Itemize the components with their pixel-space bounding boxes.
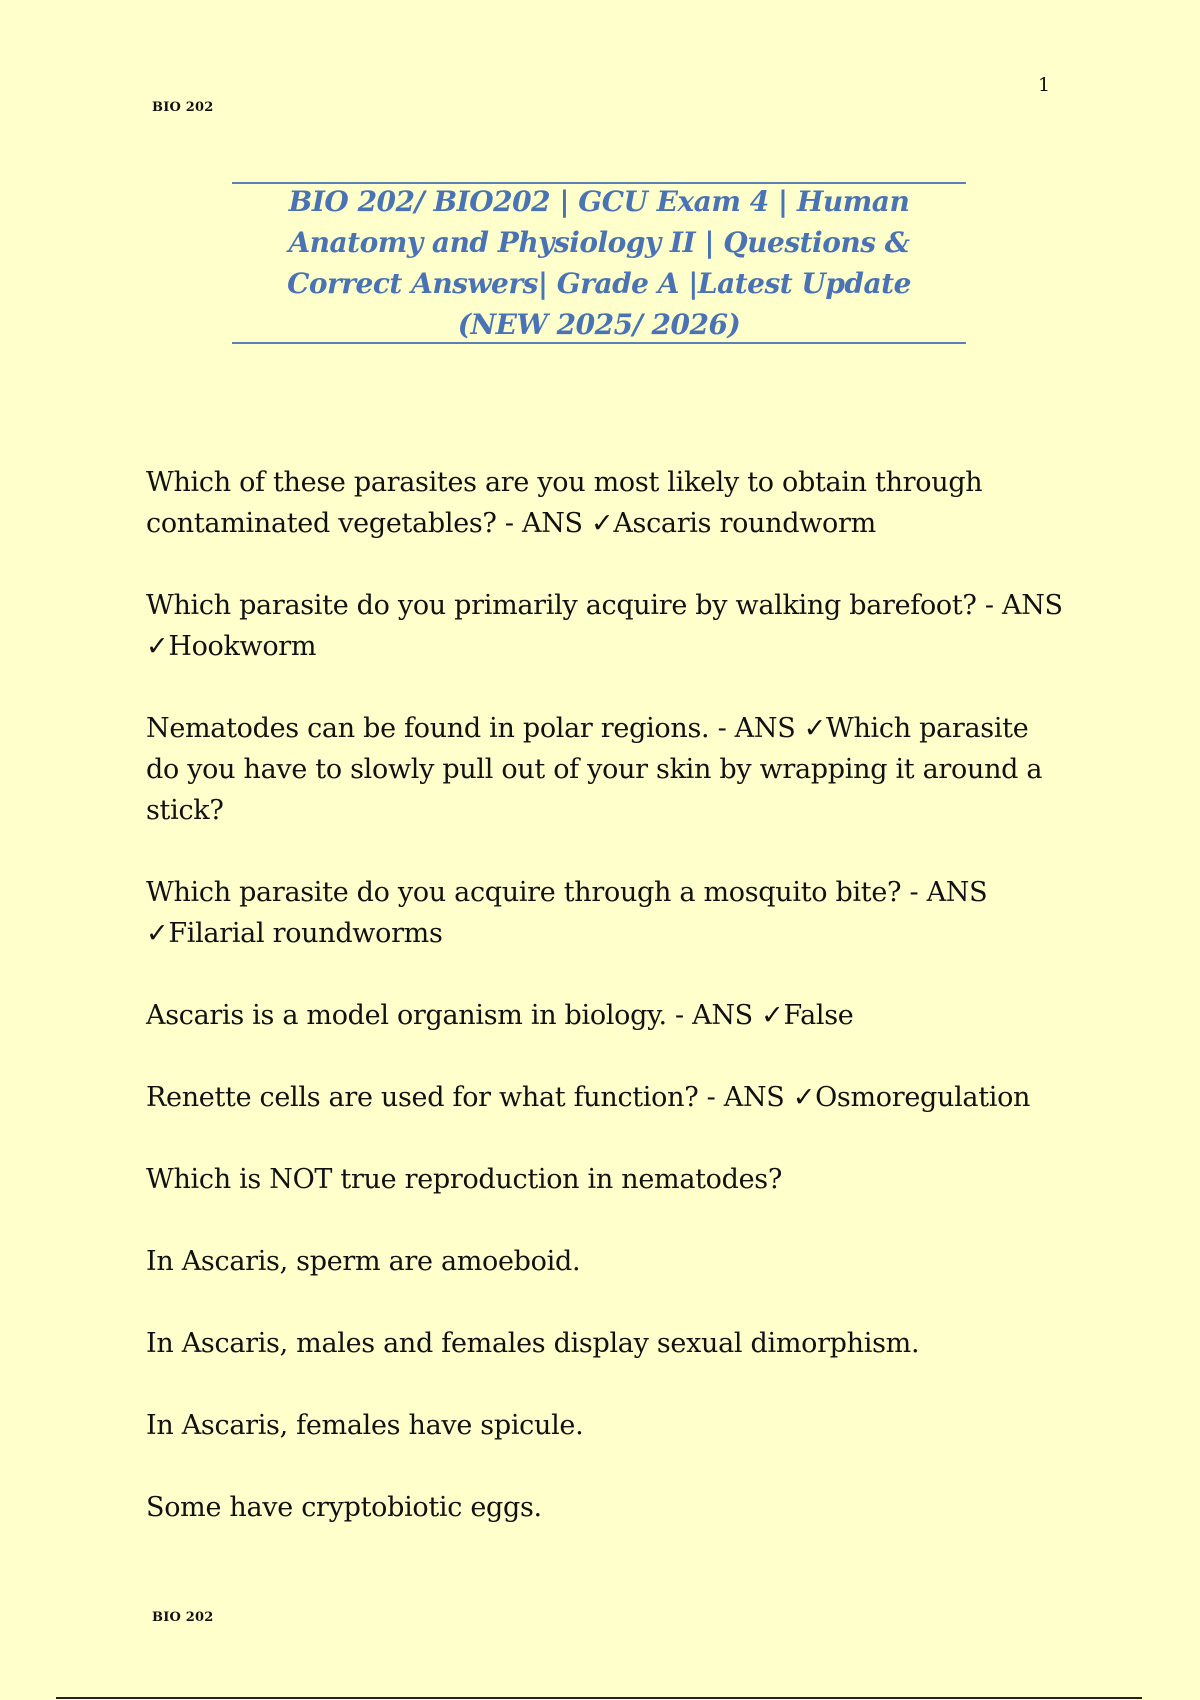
document-title: BIO 202/ BIO202 | GCU Exam 4 | Human Anatomy and Physiology II | Questions & Correct Answers| Grade A |Latest Update (NEW 2025/ 2026) xyxy=(287,185,911,341)
qa-item: Which parasite do you primarily acquire by walking barefoot? - ANS ✓Hookworm xyxy=(146,590,1063,662)
title-box xyxy=(232,182,966,344)
qa-item: Which of these parasites are you most likely to obtain through contaminated vegetables? - ANS ✓Ascaris roundworm xyxy=(146,467,983,539)
qa-item: Ascaris is a model organism in biology. - ANS ✓False xyxy=(146,1000,854,1031)
qa-item: In Ascaris, sperm are amoeboid. xyxy=(146,1246,581,1277)
footer-course-label: BIO 202 xyxy=(152,1610,214,1625)
page-number: 1 xyxy=(1038,74,1051,96)
qa-item: In Ascaris, males and females display sexual dimorphism. xyxy=(146,1328,920,1359)
qa-item: Nematodes can be found in polar regions. - ANS ✓Which parasite do you have to slowly pull out of your skin by wrapping it around a stick? xyxy=(146,713,1043,826)
qa-item: Which parasite do you acquire through a mosquito bite? - ANS ✓Filarial roundworms xyxy=(146,877,988,949)
question-answer-list xyxy=(146,462,1066,1569)
qa-item: Renette cells are used for what function? - ANS ✓Osmoregulation xyxy=(146,1082,1031,1113)
qa-item: Which is NOT true reproduction in nematodes? xyxy=(146,1164,783,1195)
page-bottom-rule xyxy=(56,1697,1142,1699)
qa-item: Some have cryptobiotic eggs. xyxy=(146,1492,542,1523)
header-course-label: BIO 202 xyxy=(152,100,214,115)
qa-item: In Ascaris, females have spicule. xyxy=(146,1410,584,1441)
